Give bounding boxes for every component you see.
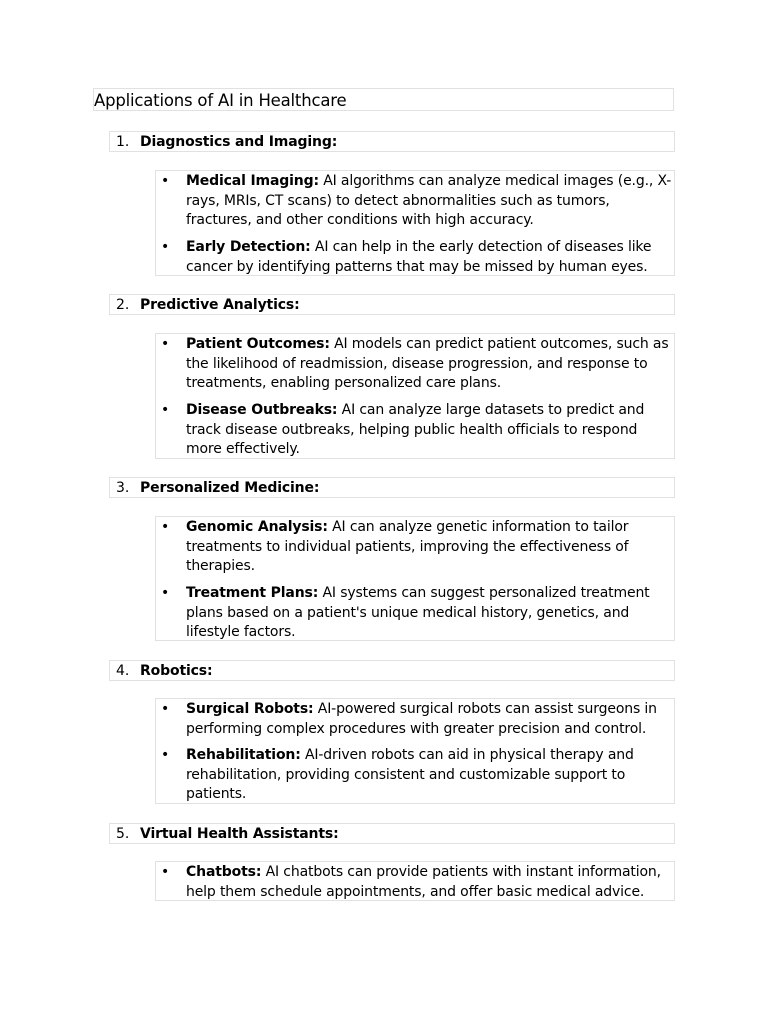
bullet-term: Rehabilitation:: [186, 747, 301, 763]
section-label: Diagnostics and Imaging:: [140, 134, 338, 150]
bullet-term: Medical Imaging:: [186, 173, 319, 189]
bullet-list-predictive-analytics: [155, 333, 675, 459]
bullet-icon: •: [161, 585, 170, 601]
section-header-diagnostics: [109, 131, 675, 152]
document-title: Applications of AI in Healthcare: [94, 91, 347, 110]
section-number: 4.: [116, 663, 130, 679]
bullet-term: Patient Outcomes:: [186, 336, 330, 352]
section-header-virtual-health-assistants: [109, 823, 675, 844]
section-label: Personalized Medicine:: [140, 480, 320, 496]
bullet-list-virtual-health-assistants: [155, 861, 675, 901]
bullet-icon: •: [161, 701, 170, 717]
bullet-icon: •: [161, 336, 170, 352]
bullet-icon: •: [161, 239, 170, 255]
section-number: 5.: [116, 826, 130, 842]
bullet-list-robotics: [155, 698, 675, 804]
document-title-box: [93, 88, 674, 111]
section-number: 2.: [116, 297, 130, 313]
bullet-description: AI algorithms can analyze medical images (e.g., X-rays, MRIs, CT scans) to detect abnormalities such as tumors, fractures, and other conditions with high accuracy.: [186, 173, 672, 229]
section-header-robotics: [109, 660, 675, 681]
bullet-term: Early Detection:: [186, 239, 311, 255]
bullet-description: AI models can predict patient outcomes, such as the likelihood of readmission, disease progression, and response to treatments, enabling personalized care plans.: [186, 336, 669, 392]
section-number: 3.: [116, 480, 130, 496]
bullet-term: Genomic Analysis:: [186, 519, 328, 535]
section-label: Robotics:: [140, 663, 213, 679]
bullet-term: Disease Outbreaks:: [186, 402, 338, 418]
bullet-description: AI can analyze genetic information to tailor treatments to individual patients, improving the effectiveness of therapies.: [186, 519, 629, 575]
bullet-description: AI chatbots can provide patients with instant information, help them schedule appointments, and offer basic medical advice.: [186, 864, 661, 900]
section-header-personalized-medicine: [109, 477, 675, 498]
bullet-description: AI systems can suggest personalized treatment plans based on a patient's unique medical history, genetics, and lifestyle factors.: [186, 585, 650, 641]
bullet-icon: •: [161, 519, 170, 535]
bullet-icon: •: [161, 173, 170, 189]
section-number: 1.: [116, 134, 130, 150]
bullet-list-diagnostics: [155, 170, 675, 276]
bullet-icon: •: [161, 747, 170, 763]
section-label: Predictive Analytics:: [140, 297, 300, 313]
bullet-icon: •: [161, 402, 170, 418]
bullet-term: Treatment Plans:: [186, 585, 319, 601]
bullet-description: AI can help in the early detection of diseases like cancer by identifying patterns that may be missed by human eyes.: [186, 239, 652, 275]
bullet-description: AI-driven robots can aid in physical therapy and rehabilitation, providing consistent and customizable support to patients.: [186, 747, 634, 803]
section-label: Virtual Health Assistants:: [140, 826, 339, 842]
bullet-description: AI-powered surgical robots can assist surgeons in performing complex procedures with greater precision and control.: [186, 701, 657, 737]
bullet-list-personalized-medicine: [155, 516, 675, 641]
bullet-term: Chatbots:: [186, 864, 262, 880]
section-header-predictive-analytics: [109, 294, 675, 315]
bullet-term: Surgical Robots:: [186, 701, 314, 717]
bullet-icon: •: [161, 864, 170, 880]
bullet-description: AI can analyze large datasets to predict and track disease outbreaks, helping public health officials to respond more effectively.: [186, 402, 645, 458]
